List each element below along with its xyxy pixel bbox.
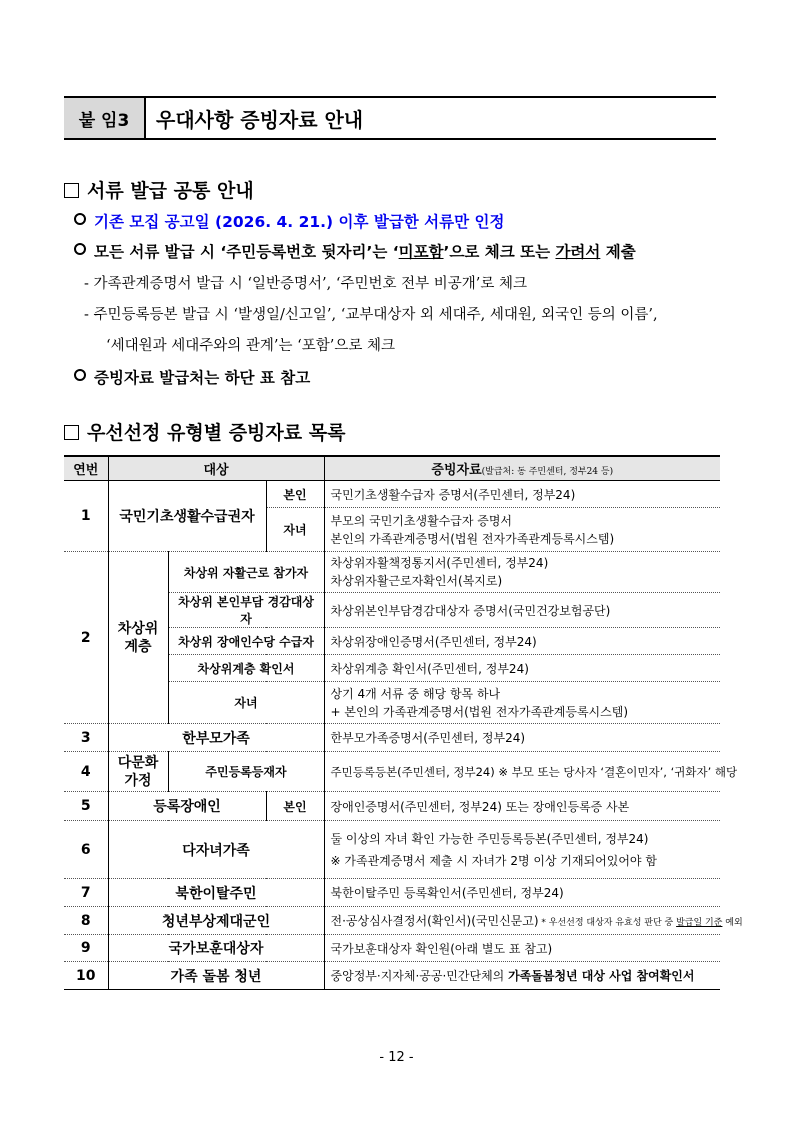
table-row: 5 등록장애인 본인 장애인증명서(주민센터, 정부24) 또는 장애인등록증 사본 bbox=[64, 792, 720, 821]
bullet-issuer-ref: 증빙자료 발급처는 하단 표 참고 bbox=[74, 366, 310, 388]
appendix-title: 우대사항 증빙자료 안내 bbox=[156, 107, 364, 132]
section-heading-common: 서류 발급 공통 안내 bbox=[64, 176, 254, 203]
checkbox-square-icon bbox=[64, 183, 79, 198]
table-row: 4 다문화 가정 주민등록등재자 주민등록등본(주민센터, 정부24) ※ 부모 또는 당사자 ‘결혼이민자’, ‘귀화자’ 해당 bbox=[64, 752, 720, 792]
table-row: 8 청년부상제대군인 전·공상심사결정서(확인서)(국민신문고) * 우선선정 대상자 유효성 판단 중 발급일 기준 예외 bbox=[64, 907, 720, 935]
header-no: 연번 bbox=[64, 456, 108, 481]
table-row: 7 북한이탈주민 북한이탈주민 등록확인서(주민센터, 정부24) bbox=[64, 879, 720, 907]
note-family-cert: - 가족관계증명서 발급 시 ‘일반증명서’, ‘주민번호 전부 비공개’로 체크 bbox=[84, 276, 528, 292]
appendix-title-box bbox=[64, 96, 716, 140]
table-row: 9 국가보훈대상자 국가보훈대상자 확인원(아래 별도 표 참고) bbox=[64, 935, 720, 962]
section-heading-doc-list: 우선선정 유형별 증빙자료 목록 bbox=[64, 418, 345, 445]
table-row: 자녀 상기 4개 서류 중 해당 항목 하나 + 본인의 가족관계증명서(법원 전자가족관계등록시스템) bbox=[64, 682, 720, 724]
bullet-issue-date: 기존 모집 공고일 (2026. 4. 21.) 이후 발급한 서류만 인정 bbox=[74, 210, 504, 232]
header-target: 대상 bbox=[108, 456, 324, 481]
checkbox-square-icon bbox=[64, 425, 79, 440]
circle-bullet-icon bbox=[74, 243, 86, 255]
table-row: 6 다자녀가족 둘 이상의 자녀 확인 가능한 주민등록등본(주민센터, 정부24) ※ 가족관계증명서 제출 시 자녀가 2명 이상 기재되어있어야 함 bbox=[64, 821, 720, 879]
appendix-tag: 붙 임3 bbox=[64, 98, 146, 138]
circle-bullet-icon bbox=[74, 213, 86, 225]
table-row: 차상위 본인부담 경감대상자 차상위본인부담경감대상자 증명서(국민건강보험공단) bbox=[64, 593, 720, 628]
table-row: 차상위계층 확인서 차상위계층 확인서(주민센터, 정부24) bbox=[64, 655, 720, 682]
table-header-row bbox=[64, 456, 720, 481]
table-row: 1 국민기초생활수급권자 본인 국민기초생활수급자 증명서(주민센터, 정부24) bbox=[64, 481, 720, 508]
table-row: 10 가족 돌봄 청년 중앙정부·지자체·공공·민간단체의 가족돌봄청년 대상 사업 참여확인서 bbox=[64, 962, 720, 990]
table-row: 2 차상위 계층 차상위 자활근로 참가자 차상위자활책정통지서(주민센터, 정부24) 차상위자활근로자확인서(복지로) bbox=[64, 552, 720, 593]
table-row: 3 한부모가족 한부모가족증명서(주민센터, 정부24) bbox=[64, 724, 720, 752]
note-resident-reg-cont: ‘세대원과 세대주와의 관계’는 ‘포함’으로 체크 bbox=[106, 338, 395, 354]
page-number: - 12 - bbox=[379, 1050, 414, 1065]
bullet-resident-number: 모든 서류 발급 시 ‘주민등록번호 뒷자리’는 ‘미포함’으로 체크 또는 가려서 제출 bbox=[74, 240, 636, 262]
evidence-table bbox=[64, 455, 743, 990]
table-row: 자녀 부모의 국민기초생활수급자 증명서 본인의 가족관계증명서(법원 전자가족관계등록시스템) bbox=[64, 508, 720, 552]
note-resident-reg: - 주민등록등본 발급 시 ‘발생일/신고일’, ‘교부대상자 외 세대주, 세대원, 외국인 등의 이름’, bbox=[84, 307, 658, 323]
header-doc: 증빙자료(발급처: 동 주민센터, 정부24 등) bbox=[324, 456, 720, 481]
table-row: 차상위 장애인수당 수급자 차상위장애인증명서(주민센터, 정부24) bbox=[64, 628, 720, 655]
circle-bullet-icon bbox=[74, 369, 86, 381]
